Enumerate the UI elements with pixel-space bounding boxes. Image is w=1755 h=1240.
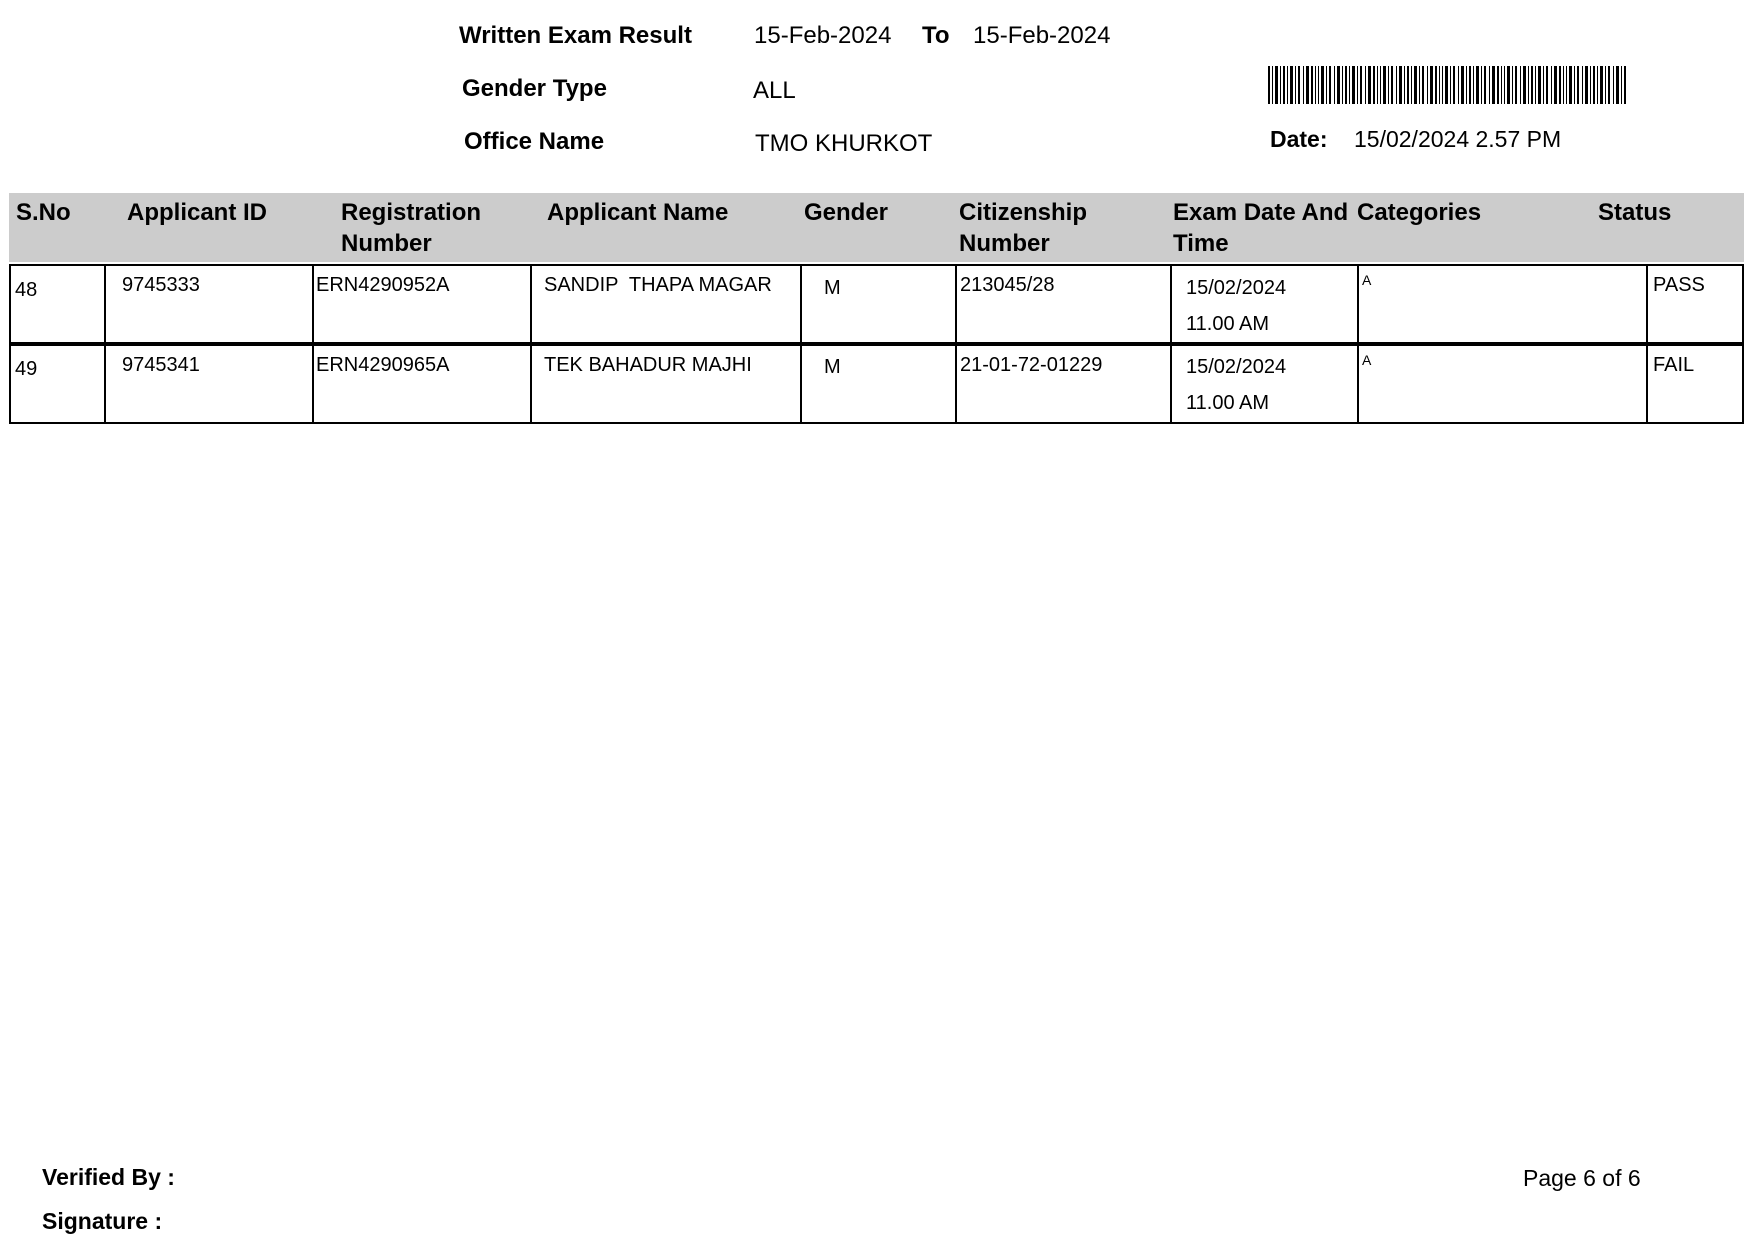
status-text: PASS xyxy=(1653,274,1705,296)
applicant-id-text: 9745341 xyxy=(122,354,200,376)
gender-text: M xyxy=(824,356,841,378)
col-exam-date-header-line1: Exam Date And xyxy=(1173,199,1349,226)
col-applicant-id-header: Applicant ID xyxy=(127,199,268,226)
sno-text: 48 xyxy=(15,279,38,301)
sno-text: 49 xyxy=(15,358,38,380)
applicant-name-text: SANDIP THAPA MAGAR xyxy=(544,274,772,296)
cell-citizenship xyxy=(957,266,1172,342)
applicant-name-text: TEK BAHADUR MAJHI xyxy=(544,354,752,376)
date-label: Date: xyxy=(1270,126,1328,152)
citizenship-text: 213045/28 xyxy=(960,274,1055,296)
cell-applicant-id xyxy=(106,346,314,422)
verified-by-label: Verified By : xyxy=(42,1164,175,1190)
cell-citizenship xyxy=(957,346,1172,422)
col-exam-date-header xyxy=(1173,197,1348,259)
cell-applicant-name xyxy=(532,266,802,342)
col-gender-header: Gender xyxy=(804,199,889,226)
applicant-id-text: 9745333 xyxy=(122,274,200,296)
office-name-label: Office Name xyxy=(464,128,605,155)
col-citizenship-header xyxy=(959,197,1087,259)
category-text: A xyxy=(1362,352,1372,368)
cell-exam-date xyxy=(1172,346,1359,422)
cell-gender xyxy=(802,346,957,422)
cell-sno xyxy=(11,346,106,422)
category-text: A xyxy=(1362,272,1372,288)
exam-time-text: 11.00 AM xyxy=(1186,313,1270,335)
citizenship-text: 21-01-72-01229 xyxy=(960,354,1103,376)
col-applicant-name-header: Applicant Name xyxy=(547,199,729,226)
registration-text: ERN4290952A xyxy=(316,274,450,296)
gender-type-label: Gender Type xyxy=(462,75,607,102)
from-date: 15-Feb-2024 xyxy=(754,22,892,49)
exam-date-text: 15/02/2024 xyxy=(1186,356,1287,378)
cell-gender xyxy=(802,266,957,342)
col-registration-header-line2: Number xyxy=(341,230,432,257)
signature-label: Signature : xyxy=(42,1208,163,1234)
cell-category xyxy=(1359,266,1648,342)
barcode-image xyxy=(1268,66,1628,104)
table-row xyxy=(9,344,1744,424)
gender-text: M xyxy=(824,277,841,299)
table-header xyxy=(9,193,1744,262)
page-number: Page 6 of 6 xyxy=(1523,1165,1641,1191)
office-name-value: TMO KHURKOT xyxy=(755,130,933,157)
col-citizenship-header-line1: Citizenship xyxy=(959,199,1088,226)
gender-type-value: ALL xyxy=(753,77,796,104)
registration-text: ERN4290965A xyxy=(316,354,450,376)
exam-time-text: 11.00 AM xyxy=(1186,392,1270,414)
col-registration-header-line1: Registration xyxy=(341,199,482,226)
result-title-label: Written Exam Result xyxy=(459,22,692,49)
col-sno-header: S.No xyxy=(16,199,71,226)
col-registration-header xyxy=(341,197,481,259)
cell-sno xyxy=(11,266,106,342)
to-date: 15-Feb-2024 xyxy=(973,22,1111,49)
col-categories-header: Categories xyxy=(1357,199,1482,226)
col-citizenship-header-line2: Number xyxy=(959,230,1050,257)
cell-applicant-id xyxy=(106,266,314,342)
date-value: 15/02/2024 2.57 PM xyxy=(1354,126,1562,152)
cell-applicant-name xyxy=(532,346,802,422)
cell-registration xyxy=(314,266,532,342)
status-text: FAIL xyxy=(1653,354,1695,376)
cell-status xyxy=(1648,266,1742,342)
col-status-header: Status xyxy=(1598,199,1672,226)
table-row xyxy=(9,264,1744,344)
cell-registration xyxy=(314,346,532,422)
cell-exam-date xyxy=(1172,266,1359,342)
cell-status xyxy=(1648,346,1742,422)
to-label: To xyxy=(922,22,950,49)
col-exam-date-header-line2: Time xyxy=(1173,230,1229,257)
cell-category xyxy=(1359,346,1648,422)
exam-date-text: 15/02/2024 xyxy=(1186,277,1287,299)
